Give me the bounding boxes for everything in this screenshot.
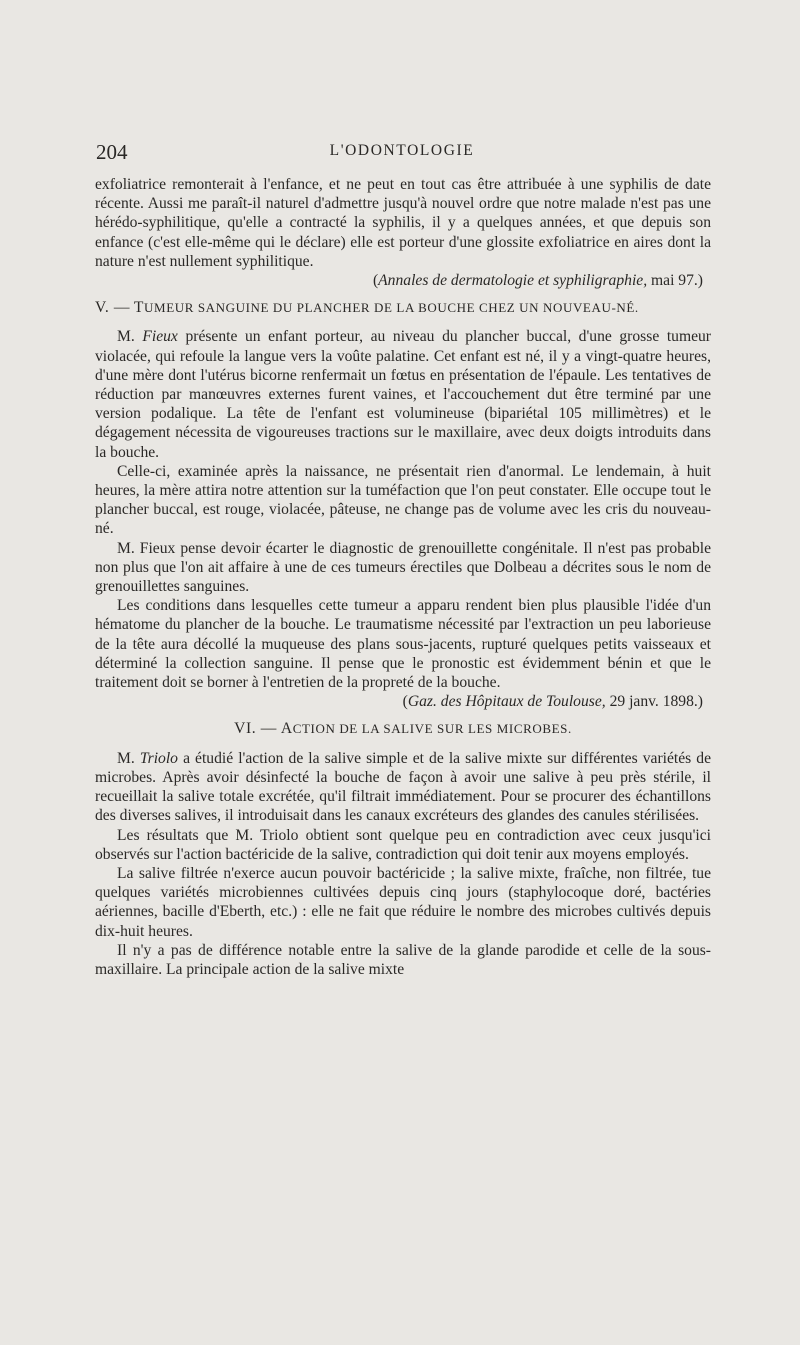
section-5-heading <box>95 298 711 317</box>
section-6-title: CTION DE LA SALIVE SUR LES MICROBES. <box>292 721 572 737</box>
section-5-citation-source: Gaz. des Hôpitaux de Toulouse, <box>407 693 606 711</box>
section-5-p1-prefix: M. <box>117 328 135 346</box>
running-title: L'ODONTOLOGIE <box>329 142 475 159</box>
page-header <box>96 140 708 166</box>
body-text <box>95 175 711 979</box>
intro-citation: (Annales de dermatologie et syphiligraphie, mai 97.) <box>372 272 703 290</box>
section-5-paragraph-2: Celle-ci, examinée après la naissance, ne présentait rien d'anormal. Le lendemain, à huit heures, la mère attira notre attention sur la tuméfaction que l'on peut constater. Elle occupe tout le plancher buccal, est rouge, violacée, pâteuse, ne change pas de volume avec les cris du nouveau-né. <box>95 462 711 538</box>
section-5-number: V. — <box>95 299 131 317</box>
intro-citation-date: mai 97. <box>651 272 698 290</box>
intro-citation-source: Annales de dermatologie et syphiligraphie, <box>378 272 648 290</box>
section-6-paragraph-3: La salive filtrée n'exerce aucun pouvoir bactéricide ; la salive mixte, fraîche, non filtrée, tue quelques variétés microbiennes cultivées depuis cinq jours (staphylocoque doré, bactéries aériennes, bacille d'Eberth, etc.) : elle ne fait que réduire le nombre des microbes cultivés depuis dix-huit heures. <box>95 864 711 940</box>
section-5-citation-date: 29 janv. 1898. <box>609 693 698 711</box>
page-number: 204 <box>96 140 128 164</box>
section-6-title-initial: A <box>280 720 293 738</box>
section-6-paragraph-2: Les résultats que M. Triolo obtient sont quelque peu en contradiction avec ceux jusqu'ici observés sur l'action bactéricide de la salive, contradiction qui doit tenir aux moyens employés. <box>95 826 711 863</box>
section-5-citation: (Gaz. des Hôpitaux de Toulouse, 29 janv. 1898.) <box>402 693 703 711</box>
section-6-paragraph-1 <box>95 749 711 826</box>
section-6-heading <box>95 719 711 738</box>
section-5-paragraph-4: Les conditions dans lesquelles cette tumeur a apparu rendent bien plus plausible l'idée d'un hématome du plancher de la bouche. Le traumatisme nécessité par l'extraction un peu laborieuse de la tête aura décollé la muqueuse des plans sous-jacents, rupturé quelques petits vaisseaux et déterminé la collection sanguine. Il pense que le pronostic est évidemment bénin et que le traitement doit se borner à l'entretien de la propreté de la bouche. <box>95 597 711 692</box>
section-6-p1-author: Triolo <box>139 749 178 767</box>
section-6-number: VI. — <box>234 720 278 738</box>
intro-paragraph: exfoliatrice remonterait à l'enfance, et ne peut en tout cas être attribuée à une syphilis de date récente. Aussi me paraît-il naturel d'admettre jusqu'à nouvel ordre que notre malade n'est pas une hérédo-syphilitique, qu'elle a contracté la syphilis, il y a quelques années, et que depuis son enfance (c'est elle-même qui le déclare) elle est porteur d'une glossite exfoliatrice en aires dont la nature n'est nullement syphilitique. <box>95 176 711 270</box>
section-5-title-initial: T <box>133 299 145 317</box>
section-5-paragraph-3: M. Fieux pense devoir écarter le diagnostic de grenouillette congénitale. Il n'est pas probable non plus que l'on ait affaire à une de ces tumeurs érectiles que Dolbeau a décrites sous le nom de grenouillettes sanguines. <box>95 539 711 596</box>
section-6-paragraph-4: Il n'y a pas de différence notable entre la salive de la glande parodide et celle de la sous-maxillaire. La principale action de la salive mixte <box>95 941 711 978</box>
section-5-p1-text: présente un enfant porteur, au niveau du plancher buccal, d'une grosse tumeur violacée, qui refoule la langue vers la voûte palatine. Cet enfant est né, il y a vingt-quatre heures, d'une mère dont l'utérus bicorne renfermait un fœtus en présentation de l'épaule. Les tentatives de réduction par manœuvres externes furent vaines, et l'accouchement dut être terminé par une version podalique. La tête de l'enfant est volumineuse (bipariétal 105 millimètres) et le dégagement nécessita de vigoureuses tractions sur le maxillaire, avec deux doigts introduits dans la bouche. <box>95 328 711 461</box>
section-6-p1-text: a étudié l'action de la salive simple et de la salive mixte sur différentes variétés de microbes. Après avoir désinfecté la bouche de façon à avoir une salive à peu près stérile, il recueillait la salive totale excrétée, qu'il filtrait immédiatement. Pour se procurer des échantillons des diverses salives, il introduisait dans les canaux excréteurs des glandes des canules stérilisées. <box>95 749 712 825</box>
section-5-paragraph-1 <box>95 327 711 461</box>
section-5-p1-author: Fieux <box>142 328 178 346</box>
section-5-title: UMEUR SANGUINE DU PLANCHER DE LA BOUCHE CHEZ UN NOUVEAU-NÉ. <box>144 300 639 316</box>
section-6-p1-prefix: M. <box>117 749 135 767</box>
